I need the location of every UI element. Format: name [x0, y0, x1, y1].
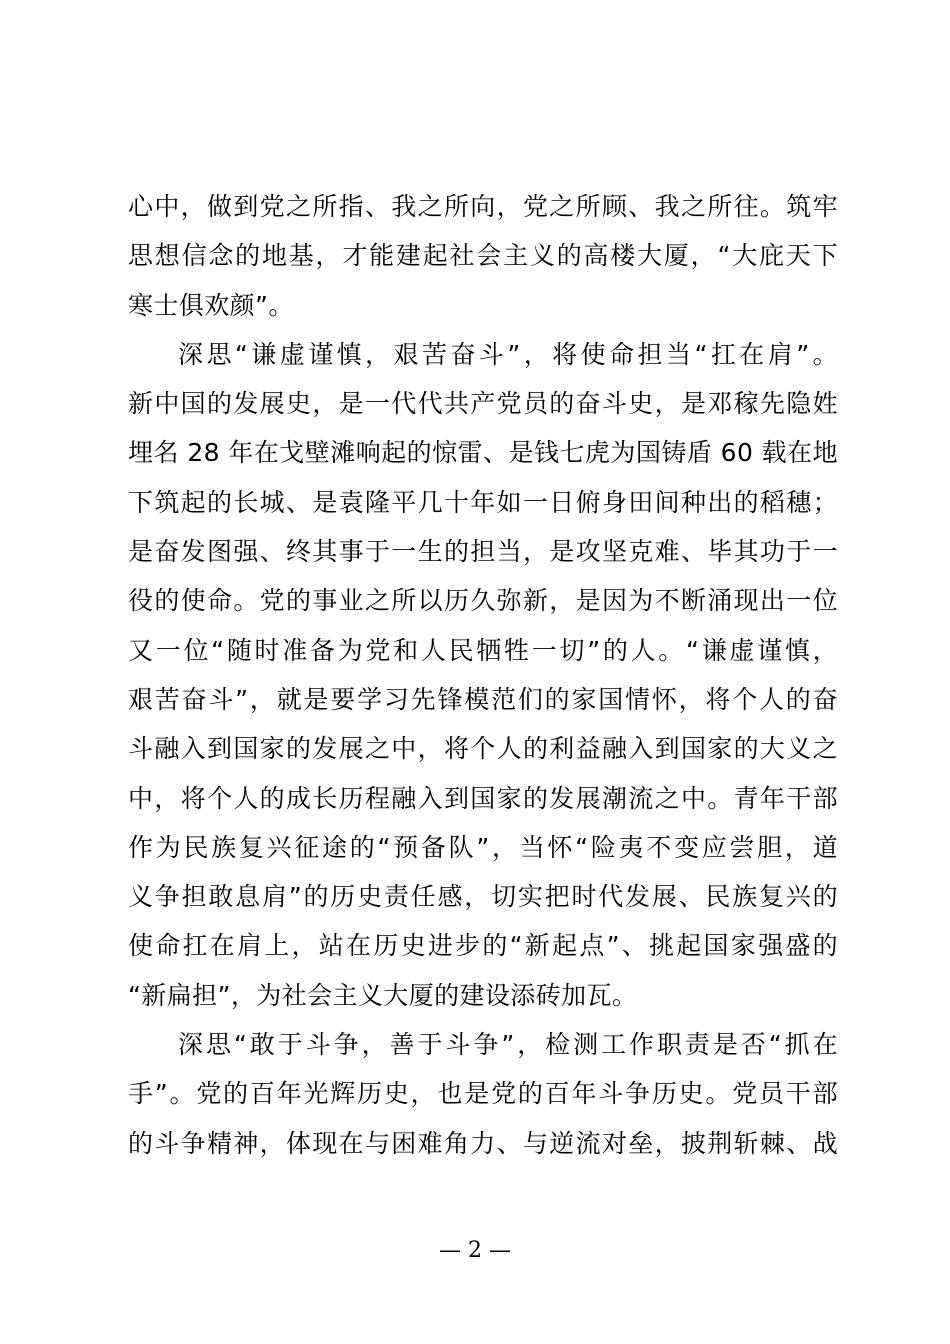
text-line: 下筑起的长城、是袁隆平几十年如一日俯身田间种出的稻穗；	[128, 487, 838, 517]
text-line: 斗融入到国家的发展之中，将个人的利益融入到国家的大义之	[128, 734, 838, 764]
text-line: 是奋发图强、终其事于一生的担当，是攻坚克难、毕其功于一	[128, 537, 838, 567]
text-line: “新扁担”，为社会主义大厦的建设添砖加瓦。	[128, 980, 638, 1010]
text-line: 埋名 28 年在戈壁滩响起的惊雷、是钱七虎为国铸盾 60 载在地	[128, 438, 838, 468]
text-line: 艰苦奋斗”，就是要学习先锋模范们的家国情怀，将个人的奋	[128, 684, 838, 714]
text-line: 心中，做到党之所指、我之所向，党之所顾、我之所往。筑牢	[128, 192, 838, 221]
text-line: 使命扛在肩上，站在历史进步的“新起点”、挑起国家强盛的	[128, 931, 838, 961]
text-line: 手”。党的百年光辉历史，也是党的百年斗争历史。党员干部	[128, 1079, 838, 1109]
paragraph-first-line: 深思“敢于斗争，善于斗争”，检测工作职责是否“抓在	[178, 1030, 838, 1060]
page-number: — 2 —	[439, 1238, 511, 1263]
text-line: 义争担敢息肩”的历史责任感，切实把时代发展、民族复兴的	[128, 882, 838, 912]
text-line: 作为民族复兴征途的“预备队”，当怀“险夷不变应尝胆，道	[128, 832, 838, 862]
text-line: 寒士俱欢颜”。	[128, 290, 294, 320]
text-line: 新中国的发展史，是一代代共产党员的奋斗史，是邓稼先隐姓	[128, 389, 838, 419]
paragraph-first-line: 深思“谦虚谨慎，艰苦奋斗”，将使命担当“扛在肩”。	[178, 339, 838, 369]
text-line: 中，将个人的成长历程融入到国家的发展潮流之中。青年干部	[128, 783, 838, 813]
text-line: 的斗争精神，体现在与困难角力、与逆流对垒，披荆斩棘、战	[128, 1128, 838, 1158]
text-line: 又一位“随时准备为党和人民牺牲一切”的人。“谦虚谨慎，	[128, 635, 838, 665]
text-line: 思想信念的地基，才能建起社会主义的高楼大厦，“大庇天下	[128, 241, 838, 271]
body-text	[128, 182, 838, 1168]
text-line: 役的使命。党的事业之所以历久弥新，是因为不断涌现出一位	[128, 586, 838, 616]
